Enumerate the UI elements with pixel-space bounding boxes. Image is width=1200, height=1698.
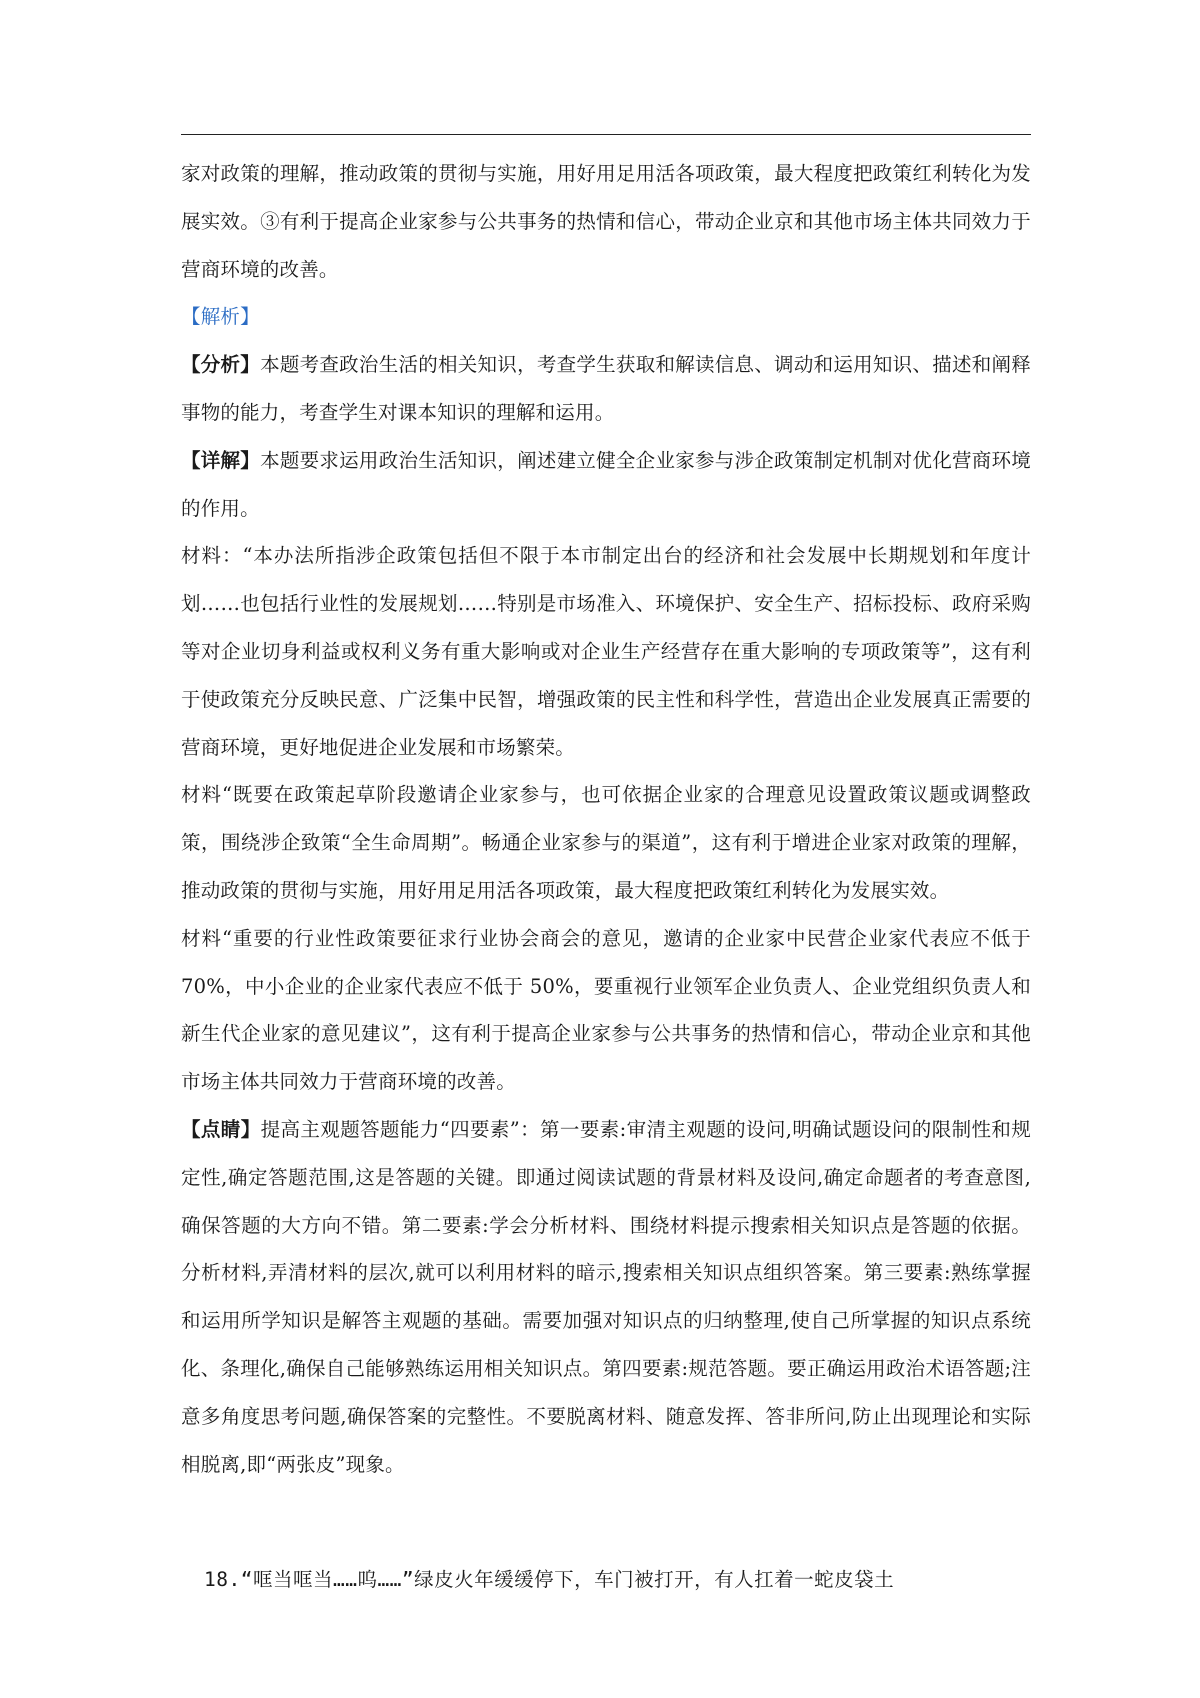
fenxi-text: 本题考查政治生活的相关知识，考查学生获取和解读信息、调动和运用知识、描述和阐释事物的能力，考查学生对课本知识的理解和运用。 (181, 353, 1031, 424)
answer-content (181, 150, 1031, 1488)
material-paragraph-2: 材料“既要在政策起草阶段邀请企业家参与，也可依据企业家的合理意见设置政策议题或调整政策，围绕涉企致策“全生命周期”。畅通企业家参与的渠道”，这有利于增进企业家对政策的理解，推动政策的贯彻与实施，用好用足用活各项政策，最大程度把政策红利转化为发展实效。 (181, 783, 1031, 902)
material-paragraph-1: 材料：“本办法所指涉企政策包括但不限于本市制定出台的经济和社会发展中长期规划和年度计划……也包括行业性的发展规划……特别是市场准入、环境保护、安全生产、招标投标、政府采购等对企业切身利益或权利义务有重大影响或对企业生产经营存在重大影响的专项政策等”，这有利于使政策充分反映民意、广泛集中民智，增强政策的民主性和科学性，营造出企业发展真正需要的营商环境，更好地促进企业发展和市场繁荣。 (181, 544, 1031, 759)
jiexi-label: 【解析】 (181, 305, 260, 329)
dianjing-tag: 【点睛】 (181, 1117, 261, 1141)
fenxi-paragraph (181, 341, 1031, 437)
question-18: 18.“哐当哐当……呜……”绿皮火年缓缓停下，车门被打开，有人扛着一蛇皮袋土 (204, 1568, 895, 1591)
xiangjie-paragraph (181, 437, 1031, 533)
dianjing-paragraph (181, 1106, 1031, 1488)
header-rule (181, 134, 1031, 135)
intro-paragraph: 家对政策的理解，推动政策的贯彻与实施，用好用足用活各项政策，最大程度把政策红利转化为发展实效。③有利于提高企业家参与公共事务的热情和信心，带动企业京和其他市场主体共同效力于营商环境的改善。 (181, 162, 1031, 281)
xiangjie-text: 本题要求运用政治生活知识，阐述建立健全企业家参与涉企政策制定机制对优化营商环境的作用。 (181, 448, 1031, 520)
fenxi-tag: 【分析】 (181, 353, 261, 377)
dianjing-text: 提高主观题答题能力“四要素”：第一要素:审清主观题的设问,明确试题设问的限制性和规定性,确定答题范围,这是答题的关键。即通过阅读试题的背景材料及设问,确定命题者的考查意图,确保答题的大方向不错。第二要素:学会分析材料、围绕材料提示搜索相关知识点是答题的依据。分析材料,弄清材料的层次,就可以利用材料的暗示,搜索相关知识点组织答案。第三要素:熟练掌握和运用所学知识是解答主观题的基础。需要加强对知识点的归纳整理,使自己所掌握的知识点系统化、条理化,确保自己能够熟练运用相关知识点。第四要素:规范答题。要正确运用政治术语答题;注意多角度思考问题,确保答案的完整性。不要脱离材料、随意发挥、答非所问,防止出现理论和实际相脱离,即“两张皮”现象。 (181, 1117, 1031, 1476)
xiangjie-tag: 【详解】 (181, 448, 261, 472)
material-paragraph-3: 材料“重要的行业性政策要征求行业协会商会的意见，邀请的企业家中民营企业家代表应不低于 70%，中小企业的企业家代表应不低于 50%，要重视行业领军企业负责人、企业党组织负责人和新生代企业家的意见建议”，这有利于提高企业家参与公共事务的热情和信心，带动企业京和其他市场主体共同效力于营商环境的改善。 (181, 926, 1031, 1094)
